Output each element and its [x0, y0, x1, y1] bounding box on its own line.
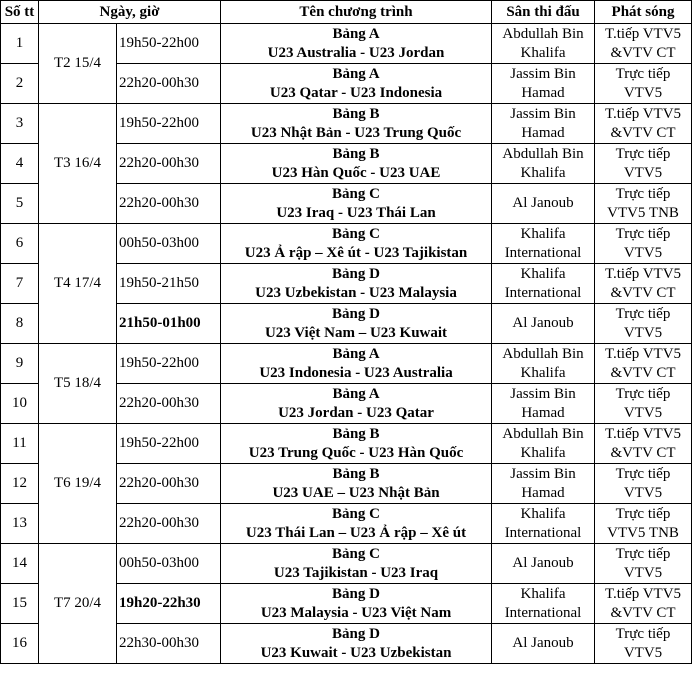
- match-time: 22h20-00h30: [117, 384, 221, 424]
- match-number: 2: [1, 64, 39, 104]
- match-time: 21h50-01h00: [117, 304, 221, 344]
- match-time: 22h30-00h30: [117, 624, 221, 664]
- match-time: 19h50-21h50: [117, 264, 221, 304]
- venue-line: International: [504, 604, 582, 621]
- match-program: [221, 224, 492, 264]
- match-teams: U23 Kuwait - U23 Uzbekistan: [260, 644, 452, 661]
- match-number: 15: [1, 584, 39, 624]
- match-teams: U23 Iraq - U23 Thái Lan: [276, 204, 436, 221]
- broadcast-line: VTV5 TNB: [607, 204, 679, 221]
- broadcast-line: VTV5: [623, 84, 663, 101]
- venue-line: Al Janoub: [512, 635, 574, 651]
- match-number: 14: [1, 544, 39, 584]
- match-program: [221, 584, 492, 624]
- match-group: Bảng D: [332, 625, 380, 642]
- match-teams: U23 Nhật Bản - U23 Trung Quốc: [250, 124, 462, 141]
- schedule-body: [1, 24, 692, 664]
- match-number: 3: [1, 104, 39, 144]
- match-broadcast: [595, 584, 692, 624]
- table-row: [1, 104, 692, 144]
- broadcast-line: Trực tiếp: [615, 185, 671, 202]
- match-broadcast: [595, 104, 692, 144]
- match-broadcast: [595, 464, 692, 504]
- match-number: 11: [1, 424, 39, 464]
- venue-line: Khalifa: [520, 164, 566, 181]
- match-program: [221, 344, 492, 384]
- match-broadcast: [595, 544, 692, 584]
- match-broadcast: [595, 224, 692, 264]
- broadcast-line: Trực tiếp: [615, 625, 671, 642]
- match-time: 19h50-22h00: [117, 104, 221, 144]
- venue-line: Al Janoub: [512, 195, 574, 211]
- match-venue: [492, 584, 595, 624]
- match-day: T2 15/4: [39, 24, 117, 104]
- match-number: 1: [1, 24, 39, 64]
- match-teams: U23 Hàn Quốc - U23 UAE: [271, 164, 441, 181]
- match-number: 5: [1, 184, 39, 224]
- venue-line: Khalifa: [520, 505, 566, 522]
- header-row: [1, 1, 692, 24]
- match-time: 19h50-22h00: [117, 344, 221, 384]
- match-time: 00h50-03h00: [117, 224, 221, 264]
- match-program: [221, 384, 492, 424]
- broadcast-line: T.tiếp VTV5: [604, 585, 682, 602]
- match-time: 19h50-22h00: [117, 424, 221, 464]
- match-group: Bảng C: [332, 505, 380, 522]
- match-time: 22h20-00h30: [117, 464, 221, 504]
- broadcast-line: VTV5: [623, 164, 663, 181]
- header-venue: Sân thi đấu: [492, 1, 595, 24]
- broadcast-line: VTV5: [623, 644, 663, 661]
- broadcast-line: &VTV CT: [610, 124, 676, 141]
- match-program: [221, 624, 492, 664]
- match-teams: U23 Malaysia - U23 Việt Nam: [260, 604, 452, 621]
- match-day: T5 18/4: [39, 344, 117, 424]
- match-time: 19h20-22h30: [117, 584, 221, 624]
- broadcast-line: VTV5: [623, 244, 663, 261]
- broadcast-line: Trực tiếp: [615, 145, 671, 162]
- match-broadcast: [595, 384, 692, 424]
- venue-line: Jassim Bin: [510, 65, 576, 82]
- match-venue: [492, 464, 595, 504]
- venue-line: Hamad: [521, 124, 565, 141]
- venue-line: International: [504, 284, 582, 301]
- venue-line: Abdullah Bin: [502, 425, 584, 442]
- match-program: [221, 144, 492, 184]
- match-group: Bảng D: [332, 305, 380, 322]
- broadcast-line: &VTV CT: [610, 444, 676, 461]
- match-venue: [492, 424, 595, 464]
- table-row: [1, 24, 692, 64]
- match-group: Bảng B: [332, 105, 380, 122]
- broadcast-line: &VTV CT: [610, 44, 676, 61]
- table-row: [1, 424, 692, 464]
- venue-line: Al Janoub: [512, 555, 574, 571]
- broadcast-line: T.tiếp VTV5: [604, 25, 682, 42]
- match-group: Bảng B: [332, 425, 380, 442]
- match-number: 16: [1, 624, 39, 664]
- match-program: [221, 64, 492, 104]
- broadcast-line: Trực tiếp: [615, 305, 671, 322]
- broadcast-line: Trực tiếp: [615, 65, 671, 82]
- match-program: [221, 504, 492, 544]
- broadcast-line: T.tiếp VTV5: [604, 265, 682, 282]
- match-group: Bảng A: [332, 25, 380, 42]
- match-group: Bảng C: [332, 185, 380, 202]
- venue-line: Jassim Bin: [510, 385, 576, 402]
- venue-line: Jassim Bin: [510, 105, 576, 122]
- match-program: [221, 104, 492, 144]
- match-number: 4: [1, 144, 39, 184]
- match-program: [221, 464, 492, 504]
- table-row: [1, 224, 692, 264]
- match-venue: [492, 384, 595, 424]
- match-broadcast: [595, 24, 692, 64]
- venue-line: Hamad: [521, 84, 565, 101]
- match-group: Bảng A: [332, 385, 380, 402]
- header-no: Số tt: [1, 1, 39, 24]
- match-venue: [492, 224, 595, 264]
- match-teams: U23 Uzbekistan - U23 Malaysia: [255, 284, 457, 301]
- venue-line: Khalifa: [520, 44, 566, 61]
- match-broadcast: [595, 424, 692, 464]
- match-number: 7: [1, 264, 39, 304]
- match-teams: U23 Tajikistan - U23 Iraq: [273, 564, 439, 581]
- match-group: Bảng A: [332, 65, 380, 82]
- header-broadcast: Phát sóng: [595, 1, 692, 24]
- broadcast-line: VTV5: [623, 324, 663, 341]
- venue-line: Hamad: [521, 484, 565, 501]
- header-date: Ngày, giờ: [39, 1, 221, 24]
- venue-line: Abdullah Bin: [502, 145, 584, 162]
- broadcast-line: &VTV CT: [610, 364, 676, 381]
- match-teams: U23 UAE – U23 Nhật Bản: [272, 484, 440, 501]
- table-row: [1, 544, 692, 584]
- broadcast-line: T.tiếp VTV5: [604, 345, 682, 362]
- match-venue: [492, 144, 595, 184]
- match-broadcast: [595, 504, 692, 544]
- match-day: T6 19/4: [39, 424, 117, 544]
- venue-line: Khalifa: [520, 265, 566, 282]
- match-time: 19h50-22h00: [117, 24, 221, 64]
- match-program: [221, 264, 492, 304]
- match-group: Bảng B: [332, 145, 380, 162]
- table-row: [1, 344, 692, 384]
- match-time: 00h50-03h00: [117, 544, 221, 584]
- match-group: Bảng C: [332, 545, 380, 562]
- venue-line: Khalifa: [520, 225, 566, 242]
- match-venue: [492, 544, 595, 584]
- broadcast-line: T.tiếp VTV5: [604, 425, 682, 442]
- header-program: Tên chương trình: [221, 1, 492, 24]
- match-broadcast: [595, 624, 692, 664]
- broadcast-line: VTV5: [623, 564, 663, 581]
- match-number: 6: [1, 224, 39, 264]
- match-venue: [492, 64, 595, 104]
- match-number: 9: [1, 344, 39, 384]
- broadcast-line: Trực tiếp: [615, 385, 671, 402]
- venue-line: Hamad: [521, 404, 565, 421]
- broadcast-line: VTV5: [623, 404, 663, 421]
- venue-line: Khalifa: [520, 585, 566, 602]
- match-venue: [492, 184, 595, 224]
- match-group: Bảng A: [332, 345, 380, 362]
- match-venue: [492, 504, 595, 544]
- broadcast-line: VTV5: [623, 484, 663, 501]
- venue-line: International: [504, 524, 582, 541]
- match-program: [221, 304, 492, 344]
- match-group: Bảng D: [332, 585, 380, 602]
- match-teams: U23 Jordan - U23 Qatar: [278, 404, 434, 421]
- venue-line: International: [504, 244, 582, 261]
- match-day: T4 17/4: [39, 224, 117, 344]
- broadcast-line: Trực tiếp: [615, 225, 671, 242]
- venue-line: Abdullah Bin: [502, 345, 584, 362]
- match-broadcast: [595, 184, 692, 224]
- match-teams: U23 Trung Quốc - U23 Hàn Quốc: [248, 444, 464, 461]
- match-time: 22h20-00h30: [117, 184, 221, 224]
- match-venue: [492, 304, 595, 344]
- match-teams: U23 Thái Lan – U23 Ả rập – Xê út: [245, 524, 467, 541]
- match-teams: U23 Việt Nam – U23 Kuwait: [264, 324, 448, 341]
- match-teams: U23 Qatar - U23 Indonesia: [269, 84, 443, 101]
- match-number: 8: [1, 304, 39, 344]
- match-broadcast: [595, 144, 692, 184]
- match-broadcast: [595, 64, 692, 104]
- match-program: [221, 544, 492, 584]
- match-program: [221, 24, 492, 64]
- match-broadcast: [595, 304, 692, 344]
- match-day: T3 16/4: [39, 104, 117, 224]
- match-teams: U23 Indonesia - U23 Australia: [259, 364, 453, 381]
- venue-line: Khalifa: [520, 444, 566, 461]
- venue-line: Abdullah Bin: [502, 25, 584, 42]
- venue-line: Khalifa: [520, 364, 566, 381]
- match-teams: U23 Ả rập – Xê út - U23 Tajikistan: [244, 244, 468, 261]
- venue-line: Jassim Bin: [510, 465, 576, 482]
- match-venue: [492, 104, 595, 144]
- match-venue: [492, 624, 595, 664]
- match-number: 10: [1, 384, 39, 424]
- match-teams: U23 Australia - U23 Jordan: [267, 44, 445, 61]
- match-broadcast: [595, 344, 692, 384]
- match-group: Bảng D: [332, 265, 380, 282]
- broadcast-line: &VTV CT: [610, 284, 676, 301]
- match-venue: [492, 344, 595, 384]
- match-venue: [492, 264, 595, 304]
- match-time: 22h20-00h30: [117, 64, 221, 104]
- match-number: 12: [1, 464, 39, 504]
- broadcast-line: Trực tiếp: [615, 465, 671, 482]
- broadcast-line: VTV5 TNB: [607, 524, 679, 541]
- match-group: Bảng B: [332, 465, 380, 482]
- match-time: 22h20-00h30: [117, 144, 221, 184]
- match-broadcast: [595, 264, 692, 304]
- match-number: 13: [1, 504, 39, 544]
- match-day: T7 20/4: [39, 544, 117, 664]
- match-program: [221, 424, 492, 464]
- broadcast-line: T.tiếp VTV5: [604, 105, 682, 122]
- match-program: [221, 184, 492, 224]
- broadcast-line: Trực tiếp: [615, 505, 671, 522]
- venue-line: Al Janoub: [512, 315, 574, 331]
- match-time: 22h20-00h30: [117, 504, 221, 544]
- broadcast-line: Trực tiếp: [615, 545, 671, 562]
- match-group: Bảng C: [332, 225, 380, 242]
- broadcast-line: &VTV CT: [610, 604, 676, 621]
- match-venue: [492, 24, 595, 64]
